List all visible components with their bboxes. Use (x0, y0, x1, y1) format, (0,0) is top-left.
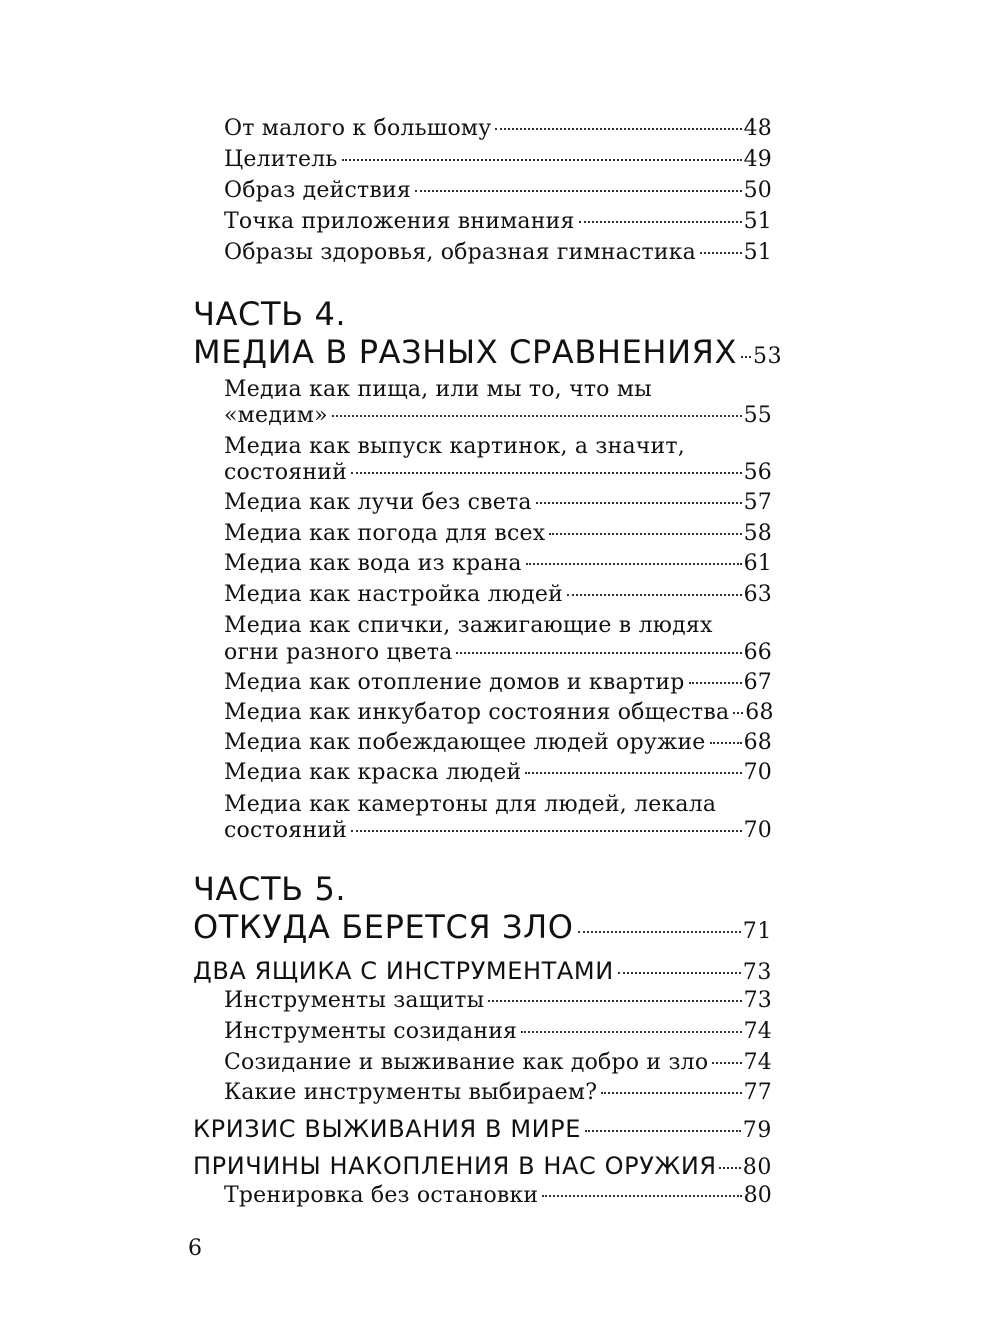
dot-leader (712, 1062, 741, 1064)
toc-entry (224, 551, 772, 576)
toc-entry-page: 63 (743, 582, 772, 607)
toc-entry-page: 66 (743, 640, 772, 665)
toc-entry-page: 56 (743, 460, 772, 485)
dot-leader (700, 252, 742, 254)
section-heading (193, 957, 772, 985)
toc-entry-page: 51 (743, 240, 772, 265)
dot-leader (567, 594, 742, 596)
toc-entry-title: Какие инструменты выбираем? (224, 1080, 598, 1105)
part-title (193, 333, 783, 371)
toc-entry-page: 70 (743, 760, 772, 785)
dot-leader (456, 652, 741, 654)
toc-entry-title: Медиа как краска людей (224, 760, 522, 785)
dot-leader (741, 356, 751, 358)
dot-leader (488, 1000, 741, 1002)
dot-leader (585, 1130, 741, 1132)
toc-entry (224, 490, 772, 515)
dot-leader (525, 772, 741, 774)
dot-leader (495, 128, 741, 130)
dot-leader (542, 1195, 741, 1197)
toc-entry (224, 670, 772, 695)
toc-entry (224, 1183, 772, 1208)
toc-entry-title: «медим» (224, 403, 328, 428)
toc-entry-title: Инструменты созидания (224, 1019, 518, 1044)
dot-leader (733, 712, 743, 714)
toc-entry-title: Медиа как инкубатор состояния общества (224, 700, 730, 725)
section-page: 80 (742, 1155, 772, 1180)
part-label: ЧАСТЬ 5. (193, 870, 347, 908)
dot-leader (578, 931, 741, 933)
dot-leader (351, 830, 742, 832)
toc-entry-title: Образ действия (224, 178, 411, 203)
toc-entry-title: Точка приложения внимания (224, 209, 575, 234)
toc-entry (224, 1019, 772, 1044)
toc-entry (224, 1080, 772, 1105)
toc-entry-page: 48 (743, 116, 772, 141)
dot-leader (536, 502, 742, 504)
part-title-text: МЕДИА В РАЗНЫХ СРАВНЕНИЯХ (193, 333, 737, 371)
dot-leader (351, 472, 742, 474)
toc-entry-page: 51 (743, 209, 772, 234)
toc-entry-page: 67 (743, 670, 772, 695)
section-page: 79 (742, 1118, 772, 1143)
toc-entry (224, 640, 772, 665)
toc-entry (224, 116, 772, 141)
dot-leader (342, 159, 742, 161)
toc-entry (224, 403, 772, 428)
toc-entry-page: 50 (743, 178, 772, 203)
toc-entry-page: 68 (745, 700, 774, 725)
toc-entry-title: огни разного цвета (224, 640, 453, 665)
toc-entry-page: 73 (743, 988, 772, 1013)
toc-entry (224, 1050, 772, 1075)
toc-entry (224, 582, 772, 607)
toc-entry-line1: Медиа как выпуск картинок, а значит, (224, 434, 685, 459)
toc-entry (224, 460, 772, 485)
toc-entry-page: 58 (743, 521, 772, 546)
section-heading (193, 1115, 772, 1143)
toc-entry-title: состояний (224, 818, 347, 843)
toc-entry-title: Медиа как лучи без света (224, 490, 532, 515)
toc-entry (224, 760, 772, 785)
section-title: КРИЗИС ВЫЖИВАНИЯ В МИРЕ (193, 1115, 582, 1143)
toc-entry-title: Целитель (224, 147, 338, 172)
toc-entry-line1: Медиа как спички, зажигающие в людях (224, 613, 713, 638)
toc-entry-title: Медиа как побеждающее людей оружие (224, 730, 706, 755)
toc-entry-page: 74 (743, 1050, 772, 1075)
toc-entry (224, 178, 772, 203)
toc-entry (224, 209, 772, 234)
toc-entry (224, 818, 772, 843)
toc-entry-title: Образы здоровья, образная гимнастика (224, 240, 696, 265)
page-number: 6 (188, 1236, 202, 1261)
toc-entry-title: состояний (224, 460, 347, 485)
toc-entry-line1: Медиа как камертоны для людей, лекала (224, 792, 717, 817)
toc-entry-page: 74 (743, 1019, 772, 1044)
dot-leader (415, 190, 742, 192)
toc-entry-page: 61 (743, 551, 772, 576)
toc-entry-title: От малого к большому (224, 116, 492, 141)
toc-entry-title: Созидание и выживание как добро и зло (224, 1050, 709, 1075)
toc-entry-title: Медиа как настройка людей (224, 582, 563, 607)
dot-leader (579, 221, 742, 223)
toc-entry-page: 49 (743, 147, 772, 172)
part-title-page: 53 (752, 344, 783, 369)
toc-entry (224, 240, 772, 265)
section-title: ДВА ЯЩИКА С ИНСТРУМЕНТАМИ (193, 957, 614, 985)
dot-leader (618, 972, 741, 974)
toc-entry-page: 68 (743, 730, 772, 755)
toc-entry-page: 77 (743, 1080, 772, 1105)
dot-leader (549, 533, 741, 535)
part-label: ЧАСТЬ 4. (193, 295, 347, 333)
dot-leader (521, 1031, 741, 1033)
dot-leader (710, 742, 742, 744)
toc-entry (224, 147, 772, 172)
toc-entry (224, 521, 772, 546)
part-title (193, 908, 772, 946)
toc-entry-title: Тренировка без остановки (224, 1183, 539, 1208)
toc-entry (224, 988, 772, 1013)
toc-entry-page: 70 (743, 818, 772, 843)
dot-leader (719, 1167, 741, 1169)
toc-entry-page: 55 (743, 403, 772, 428)
toc-entry-page: 57 (743, 490, 772, 515)
dot-leader (689, 682, 742, 684)
toc-entry-page: 80 (743, 1183, 772, 1208)
toc-entry-title: Инструменты защиты (224, 988, 485, 1013)
dot-leader (601, 1092, 741, 1094)
section-heading (193, 1152, 772, 1180)
dot-leader (332, 415, 742, 417)
section-page: 73 (742, 960, 772, 985)
dot-leader (526, 563, 742, 565)
toc-entry (224, 730, 772, 755)
part-title-text: ОТКУДА БЕРЕТСЯ ЗЛО (193, 908, 574, 946)
toc-entry-title: Медиа как вода из крана (224, 551, 522, 576)
toc-entry-line1: Медиа как пища, или мы то, что мы (224, 377, 652, 402)
section-title: ПРИЧИНЫ НАКОПЛЕНИЯ В НАС ОРУЖИЯ (193, 1152, 717, 1180)
toc-entry-title: Медиа как отопление домов и квартир (224, 670, 685, 695)
toc-entry-title: Медиа как погода для всех (224, 521, 546, 546)
part-title-page: 71 (742, 919, 772, 944)
toc-entry (224, 700, 772, 725)
